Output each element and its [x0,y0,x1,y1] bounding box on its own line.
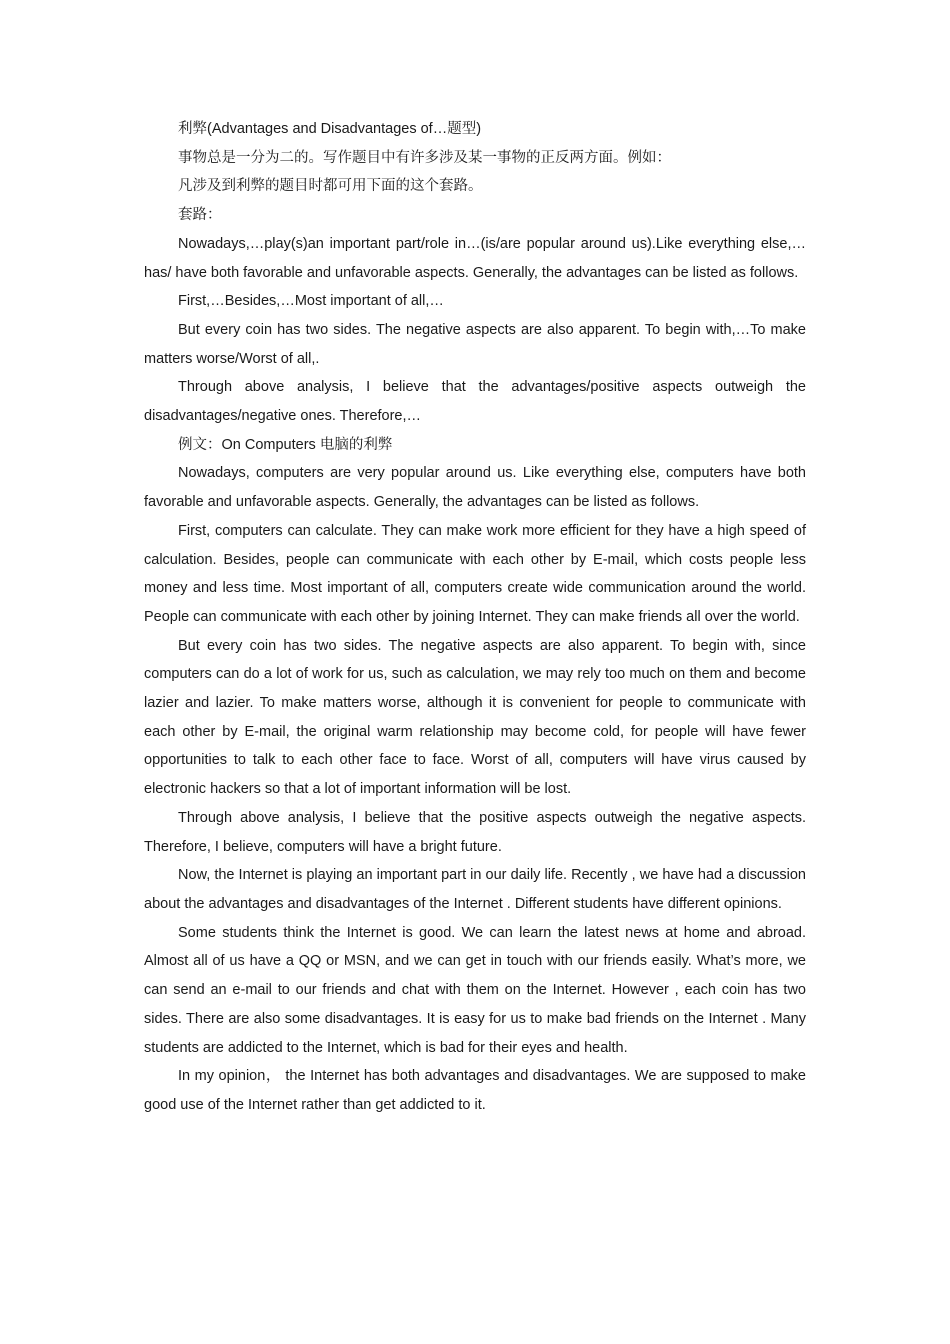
example-paragraph: Through above analysis, I believe that the positive aspects outweigh the negative aspects. Therefore, I believe, computers will have a bright future. [144,809,806,855]
template-paragraph: But every coin has two sides. The negative aspects are also apparent. To begin with,…To make matters worse/Worst of all,. [144,321,806,367]
example-paragraph: Nowadays, computers are very popular around us. Like everything else, computers have both favorable and unfavorable aspects. Generally, the advantages can be listed as follows. [144,465,806,511]
intro-paragraph: 事物总是一分为二的。写作题目中有许多涉及某一事物的正反两方面。例如： [178,149,671,166]
intro-paragraph: 凡涉及到利弊的题目时都可用下面的这个套路。 [178,178,483,195]
document-page [144,115,806,1120]
heading-advantages-disadvantages: 利弊(Advantages and Disadvantages of…题型) [178,121,482,137]
example-paragraph: First, computers can calculate. They can make work more efficient for they have a high speed of calculation. Besides, people can communicate with each other by E-mail, which costs people less money and less time. Most important of all, computers create wide communication around the world. People can communicate with each other by joining Internet. They can make friends all over the world. [144,522,806,625]
internet-essay-paragraph: Some students think the Internet is good. We can learn the latest news at home and abroad. Almost all of us have a QQ or MSN, and we can get in touch with our friends easily. What’s more, we can send an e-mail to our friends and chat with them on the Internet. However , each coin has two sides. There are also some disadvantages. It is easy for us to make bad friends on the Internet . Many students are addicted to the Internet, which is bad for their eyes and health. [144,924,806,1056]
template-paragraph: Nowadays,…play(s)an important part/role in…(is/are popular around us).Like everything else,… has/ have both favorable and unfavorable aspects. Generally, the advantages can be listed as follows. [144,235,806,281]
template-label: 套路： [178,207,222,224]
template-paragraph: First,…Besides,…Most important of all,… [178,293,444,310]
internet-essay-paragraph: Now, the Internet is playing an important part in our daily life. Recently , we have had a discussion about the advantages and disadvantages of the Internet . Different students have different opinions. [144,867,806,912]
example-title: 例文：On Computers 电脑的利弊 [178,436,393,453]
template-paragraph: Through above analysis, I believe that the advantages/positive aspects outweigh the disadvantages/negative ones. Therefore,… [144,379,806,425]
example-paragraph: But every coin has two sides. The negative aspects are also apparent. To begin with, since computers can do a lot of work for us, such as calculation, we may rely too much on them and become lazier and lazier. To make matters worse, although it is convenient for people to communicate with each other by E-mail, the original warm relationship may become cold, for people will have fewer opportunities to talk to each other face to face. Worst of all, computers will have virus caused by electronic hackers so that a lot of important information will be lost. [144,637,806,798]
internet-essay-paragraph: In my opinion， the Internet has both advantages and disadvantages. We are supposed to make good use of the Internet rather than get addicted to it. [144,1068,806,1113]
